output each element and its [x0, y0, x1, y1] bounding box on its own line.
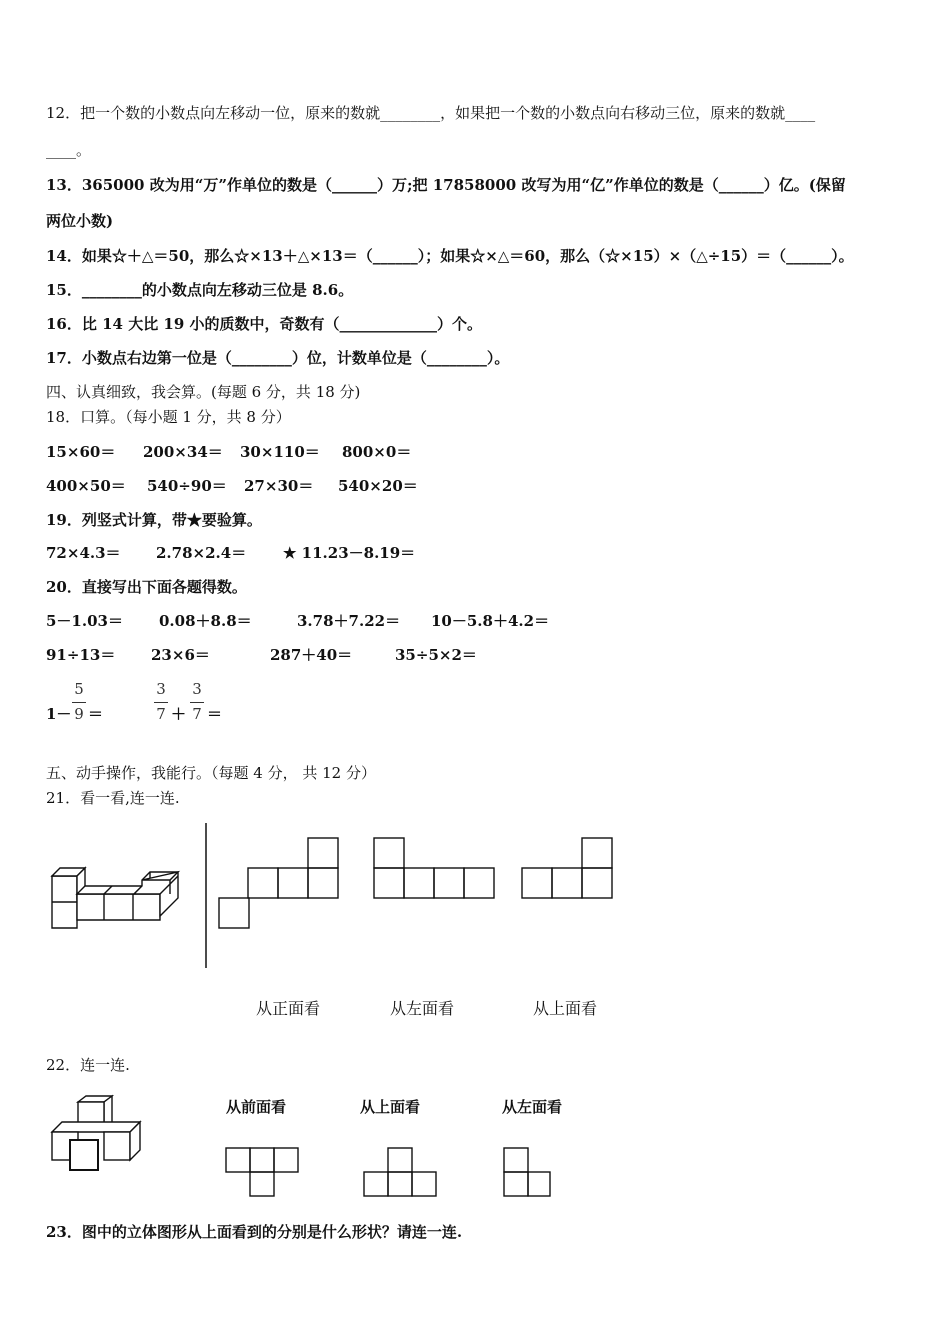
q18-item: 540÷90＝ — [147, 477, 227, 495]
q18-title: 18．口算。（每小题 1 分，共 8 分） — [46, 408, 291, 426]
q21-view-shape-1 — [218, 836, 342, 930]
q18-item: 400×50＝ — [46, 477, 126, 495]
fraction-5-9 — [72, 680, 86, 725]
fraction-bar — [190, 702, 204, 703]
fraction-denominator: 9 — [74, 705, 84, 723]
section5-heading: 五、动手操作，我能行。（每题 4 分， 共 12 分） — [46, 764, 376, 782]
q18-item: 15×60＝ — [46, 443, 116, 461]
q21-caption-top: 从上面看 — [533, 999, 598, 1018]
fraction-numerator: 3 — [156, 680, 166, 698]
q23-text: 23．图中的立体图形从上面看到的分别是什么形状？请连一连. — [46, 1223, 463, 1241]
q22-3d-figure — [50, 1094, 166, 1174]
q19-title: 19．列竖式计算，带★要验算。 — [46, 511, 262, 529]
frac1-suffix: ＝ — [88, 705, 104, 723]
q19-item: 2.78×2.4＝ — [156, 544, 247, 562]
q21-3d-figure — [46, 860, 186, 930]
q20-item: 35÷5×2＝ — [395, 646, 477, 664]
q21-caption-left: 从左面看 — [390, 999, 455, 1018]
q14-text: 14．如果☆＋△＝50，那么☆×13＋△×13＝（______）；如果☆×△＝60，那么（☆×15）×（△÷15）＝（______）。 — [46, 247, 854, 265]
q22-view-shape-top — [362, 1146, 444, 1198]
q18-item: 540×20＝ — [338, 477, 418, 495]
q13-line1: 13．365000 改为用“万”作单位的数是（______）万;把 17858000 改写为用“亿”作单位的数是（______）亿。(保留 — [46, 176, 846, 194]
fraction-numerator: 3 — [192, 680, 202, 698]
q19-item: 72×4.3＝ — [46, 544, 121, 562]
q13-line2: 两位小数) — [46, 212, 114, 230]
q19-item: ★ 11.23－8.19＝ — [283, 544, 416, 562]
q20-item: 91÷13＝ — [46, 646, 116, 664]
q20-item: 287＋40＝ — [270, 646, 353, 664]
q21-caption-front: 从正面看 — [256, 999, 321, 1018]
q22-caption-top: 从上面看 — [360, 1098, 421, 1116]
q12-line2: ____。 — [46, 141, 92, 159]
q18-item: 200×34＝ — [143, 443, 223, 461]
q22-caption-left: 从左面看 — [502, 1098, 563, 1116]
q22-caption-front: 从前面看 — [226, 1098, 287, 1116]
q20-item: 3.78＋7.22＝ — [297, 612, 401, 630]
q22-view-shape-front — [222, 1146, 304, 1198]
q16-text: 16．比 14 大比 19 小的质数中，奇数有（_____________）个。 — [46, 315, 483, 333]
fraction-3-7-a — [154, 680, 168, 725]
fraction-numerator: 5 — [74, 680, 84, 698]
fraction-3-7-b — [190, 680, 204, 725]
q20-item: 5－1.03＝ — [46, 612, 123, 630]
frac1-prefix: 1－ — [46, 705, 72, 723]
q21-view-shape-2 — [372, 836, 498, 900]
frac2-suffix: ＝ — [207, 705, 223, 723]
q22-title: 22．连一连. — [46, 1056, 130, 1074]
section4-heading: 四、认真细致，我会算。(每题 6 分，共 18 分) — [46, 383, 361, 401]
q20-item: 10－5.8＋4.2＝ — [431, 612, 550, 630]
fraction-bar — [72, 702, 86, 703]
fraction-denominator: 7 — [192, 705, 202, 723]
q20-title: 20．直接写出下面各题得数。 — [46, 578, 247, 596]
q21-title: 21．看一看,连一连. — [46, 789, 180, 807]
q18-item: 30×110＝ — [240, 443, 320, 461]
q20-item: 23×6＝ — [151, 646, 210, 664]
fraction-bar — [154, 702, 168, 703]
q18-item: 800×0＝ — [342, 443, 412, 461]
q15-text: 15．________的小数点向左移动三位是 8.6。 — [46, 281, 354, 299]
q21-divider — [204, 823, 208, 968]
q22-view-shape-left — [500, 1146, 556, 1198]
q21-view-shape-3 — [520, 836, 616, 900]
q12-line1: 12．把一个数的小数点向左移动一位，原来的数就________，如果把一个数的小数点向右移动三位，原来的数就____ — [46, 104, 816, 122]
fraction-denominator: 7 — [156, 705, 166, 723]
frac2-op: ＋ — [171, 705, 187, 723]
q17-text: 17．小数点右边第一位是（________）位，计数单位是（________）。 — [46, 349, 510, 367]
q20-item: 0.08＋8.8＝ — [159, 612, 252, 630]
q18-item: 27×30＝ — [244, 477, 314, 495]
